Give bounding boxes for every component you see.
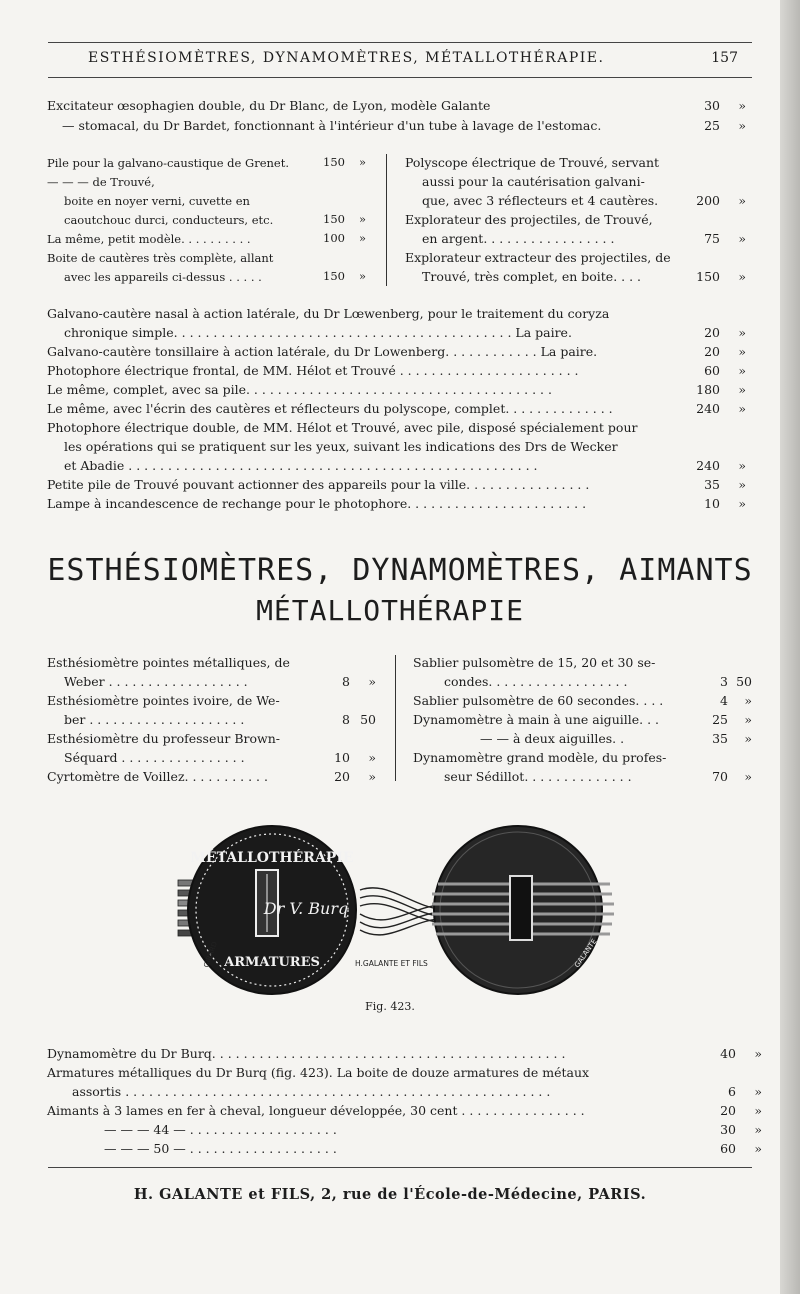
price-cents: » xyxy=(738,269,746,284)
column-divider xyxy=(395,655,396,781)
price-line: — — — 50 — . . . . . . . . . . . . . . . . . . . xyxy=(104,1141,337,1156)
disc-signature: Dr V. Burq xyxy=(263,899,349,918)
price-line: Esthésiomètre pointes ivoire, de We- xyxy=(47,693,280,708)
price-line: Dynamomètre du Dr Burq. . . . . . . . . . . . . . . . . . . . . . . . . . . . . . . . . . . . . . . . . . . . . xyxy=(47,1046,566,1061)
price-line: Le même, avec l'écrin des cautères et réflecteurs du polyscope, complet. . . . . . . . . . . . . . xyxy=(47,401,613,416)
price-cents: » xyxy=(358,269,366,283)
price-cents: » xyxy=(738,458,746,473)
price-line: boite en noyer verni, cuvette en xyxy=(64,194,250,208)
page-number: 157 xyxy=(711,50,738,66)
price-francs: 20 xyxy=(704,325,720,340)
price-cents: » xyxy=(358,155,366,169)
section-subtitle: MÉTALLOTHÉRAPIE xyxy=(256,594,524,627)
price-francs: 20 xyxy=(704,344,720,359)
price-line: que, avec 3 réflecteurs et 4 cautères. xyxy=(422,193,659,208)
figure-423-armatures xyxy=(170,818,630,998)
price-francs: 20 xyxy=(334,769,350,784)
price-francs: 25 xyxy=(704,118,720,133)
price-line: condes. . . . . . . . . . . . . . . . . . xyxy=(444,674,628,689)
section-title: ESTHÉSIOMÈTRES, DYNAMOMÈTRES, AIMANTS xyxy=(47,553,753,588)
price-cents: » xyxy=(738,193,746,208)
price-line: Weber . . . . . . . . . . . . . . . . . . xyxy=(64,674,248,689)
price-line: et Abadie . . . . . . . . . . . . . . . . . . . . . . . . . . . . . . . . . . . . . . . . . . . . . . . . . . . . xyxy=(64,458,538,473)
price-line: ber . . . . . . . . . . . . . . . . . . . . xyxy=(64,712,245,727)
publisher-footer: H. GALANTE et FILS, 2, rue de l'École-de-Médecine, PARIS. xyxy=(133,1186,647,1203)
price-cents: » xyxy=(738,325,746,340)
price-francs: 6 xyxy=(728,1084,736,1099)
price-line: avec les appareils ci-dessus . . . . . xyxy=(64,270,262,284)
price-line: La même, petit modèle. . . . . . . . . . xyxy=(47,232,251,246)
price-line: — — — de Trouvé, xyxy=(47,175,155,189)
price-line: Sablier pulsomètre de 60 secondes. . . . xyxy=(413,693,664,708)
price-cents: » xyxy=(738,344,746,359)
price-cents: 50 xyxy=(736,674,752,689)
price-line: seur Sédillot. . . . . . . . . . . . . . xyxy=(444,769,632,784)
price-line: Polyscope électrique de Trouvé, servant xyxy=(405,155,660,170)
price-line: Photophore électrique double, de MM. Hélot et Trouvé, avec pile, disposé spécialement pour xyxy=(47,420,638,435)
engraver-signature-left: GIRARD xyxy=(202,940,220,969)
header-bottom-rule xyxy=(48,77,752,78)
price-line: — — — 44 — . . . . . . . . . . . . . . . . . . . xyxy=(104,1122,337,1137)
price-cents: » xyxy=(744,712,752,727)
price-line: Dynamomètre grand modèle, du profes- xyxy=(413,750,667,765)
right-armature-disc xyxy=(432,826,614,994)
price-line: Photophore électrique frontal, de MM. Hélot et Trouvé . . . . . . . . . . . . . . . . . . . . . . . xyxy=(47,363,579,378)
price-cents: 50 xyxy=(360,712,376,727)
price-cents: » xyxy=(368,674,376,689)
price-cents: » xyxy=(754,1141,762,1156)
price-line: Dynamomètre à main à une aiguille. . . xyxy=(413,712,659,727)
price-francs: 100 xyxy=(323,231,345,245)
footer-rule xyxy=(48,1167,752,1168)
book-spine-shadow xyxy=(780,0,800,1294)
price-line: chronique simple. . . . . . . . . . . . . . . . . . . . . . . . . . . . . . . . . . . . . . . . . . . La paire. xyxy=(64,325,572,340)
price-francs: 30 xyxy=(720,1122,736,1137)
price-cents: » xyxy=(744,769,752,784)
price-francs: 35 xyxy=(704,477,720,492)
price-cents: » xyxy=(754,1084,762,1099)
price-line: Armatures métalliques du Dr Burq (fig. 423). La boite de douze armatures de métaux xyxy=(47,1065,590,1080)
price-francs: 8 xyxy=(342,674,350,689)
price-line: assortis . . . . . . . . . . . . . . . . . . . . . . . . . . . . . . . . . . . . . . . . . . . . . . . . . . . . . . xyxy=(72,1084,551,1099)
price-line: Galvano-cautère tonsillaire à action latérale, du Dr Lowenberg. . . . . . . . . . . . La paire. xyxy=(47,344,598,359)
price-line: Esthésiomètre pointes métalliques, de xyxy=(47,655,290,670)
price-line: Galvano-cautère nasal à action latérale, du Dr Lœwenberg, pour le traitement du coryza xyxy=(47,306,610,321)
price-francs: 10 xyxy=(704,496,720,511)
price-francs: 25 xyxy=(712,712,728,727)
price-francs: 150 xyxy=(323,269,345,283)
price-cents: » xyxy=(358,231,366,245)
column-divider xyxy=(386,154,387,286)
price-francs: 240 xyxy=(696,401,720,416)
price-line: caoutchouc durci, conducteurs, etc. xyxy=(64,213,274,227)
price-line: Boite de cautères très complète, allant xyxy=(47,251,274,265)
price-francs: 20 xyxy=(720,1103,736,1118)
price-francs: 240 xyxy=(696,458,720,473)
price-line: Sablier pulsomètre de 15, 20 et 30 se- xyxy=(413,655,656,670)
price-francs: 4 xyxy=(720,693,728,708)
price-francs: 200 xyxy=(696,193,720,208)
price-cents: » xyxy=(738,477,746,492)
price-line: Explorateur des projectiles, de Trouvé, xyxy=(405,212,653,227)
disc-text-bottom: ARMATURES xyxy=(224,955,320,970)
price-cents: » xyxy=(754,1103,762,1118)
price-cents: » xyxy=(738,496,746,511)
price-francs: 150 xyxy=(323,155,345,169)
maker-mark: H.GALANTE ET FILS xyxy=(355,959,428,968)
price-cents: » xyxy=(358,212,366,226)
price-cents: » xyxy=(754,1122,762,1137)
price-line: — — à deux aiguilles. . xyxy=(480,731,625,746)
price-francs: 30 xyxy=(704,98,720,113)
price-line: Excitateur œsophagien double, du Dr Blanc, de Lyon, modèle Galante xyxy=(47,98,491,113)
price-cents: » xyxy=(738,401,746,416)
price-francs: 75 xyxy=(704,231,720,246)
price-line: Explorateur extracteur des projectiles, de xyxy=(405,250,671,265)
price-line: Aimants à 3 lames en fer à cheval, longueur développée, 30 cent . . . . . . . . . . . . . . . . xyxy=(47,1103,585,1118)
price-cents: » xyxy=(744,731,752,746)
price-francs: 70 xyxy=(712,769,728,784)
price-line: Cyrtomètre de Voillez. . . . . . . . . . . xyxy=(47,769,268,784)
price-line: Séquard . . . . . . . . . . . . . . . . xyxy=(64,750,245,765)
price-francs: 35 xyxy=(712,731,728,746)
price-line: les opérations qui se pratiquent sur les yeux, suivant les indications des Drs de Wecker xyxy=(64,439,618,454)
figure-caption: Fig. 423. xyxy=(365,1000,415,1013)
price-francs: 180 xyxy=(696,382,720,397)
price-francs: 10 xyxy=(334,750,350,765)
price-cents: » xyxy=(738,382,746,397)
header-top-rule xyxy=(48,42,752,43)
price-line: Esthésiomètre du professeur Brown- xyxy=(47,731,281,746)
price-francs: 60 xyxy=(704,363,720,378)
price-francs: 3 xyxy=(720,674,728,689)
price-francs: 8 xyxy=(342,712,350,727)
engraver-signature-right: GALANTE xyxy=(573,937,599,970)
price-cents: » xyxy=(738,98,746,113)
price-cents: » xyxy=(744,693,752,708)
price-cents: » xyxy=(738,231,746,246)
price-line: Pile pour la galvano-caustique de Grenet. xyxy=(47,156,289,170)
price-line: Le même, complet, avec sa pile. . . . . . . . . . . . . . . . . . . . . . . . . . . . . . . . . . . . . . . xyxy=(47,382,552,397)
price-line: aussi pour la cautérisation galvani- xyxy=(422,174,645,189)
price-cents: » xyxy=(738,363,746,378)
price-line: Lampe à incandescence de rechange pour le photophore. . . . . . . . . . . . . . . . . . . . . . . xyxy=(47,496,587,511)
price-francs: 150 xyxy=(696,269,720,284)
price-cents: » xyxy=(754,1046,762,1061)
price-francs: 40 xyxy=(720,1046,736,1061)
price-cents: » xyxy=(368,750,376,765)
running-header-title: ESTHÉSIOMÈTRES, DYNAMOMÈTRES, MÉTALLOTHÉRAPIE. xyxy=(88,50,605,66)
price-cents: » xyxy=(738,118,746,133)
disc-text-top: MÉTALLOTHÉRAPIE xyxy=(190,850,354,866)
price-cents: » xyxy=(368,769,376,784)
price-line: en argent. . . . . . . . . . . . . . . . . xyxy=(422,231,615,246)
price-francs: 150 xyxy=(323,212,345,226)
price-line: Petite pile de Trouvé pouvant actionner des appareils pour la ville. . . . . . . . . . . . . . . . xyxy=(47,477,590,492)
price-line: Trouvé, très complet, en boite. . . . xyxy=(422,269,642,284)
price-line: — stomacal, du Dr Bardet, fonctionnant à l'intérieur d'un tube à lavage de l'estomac. xyxy=(62,118,602,133)
price-francs: 60 xyxy=(720,1141,736,1156)
